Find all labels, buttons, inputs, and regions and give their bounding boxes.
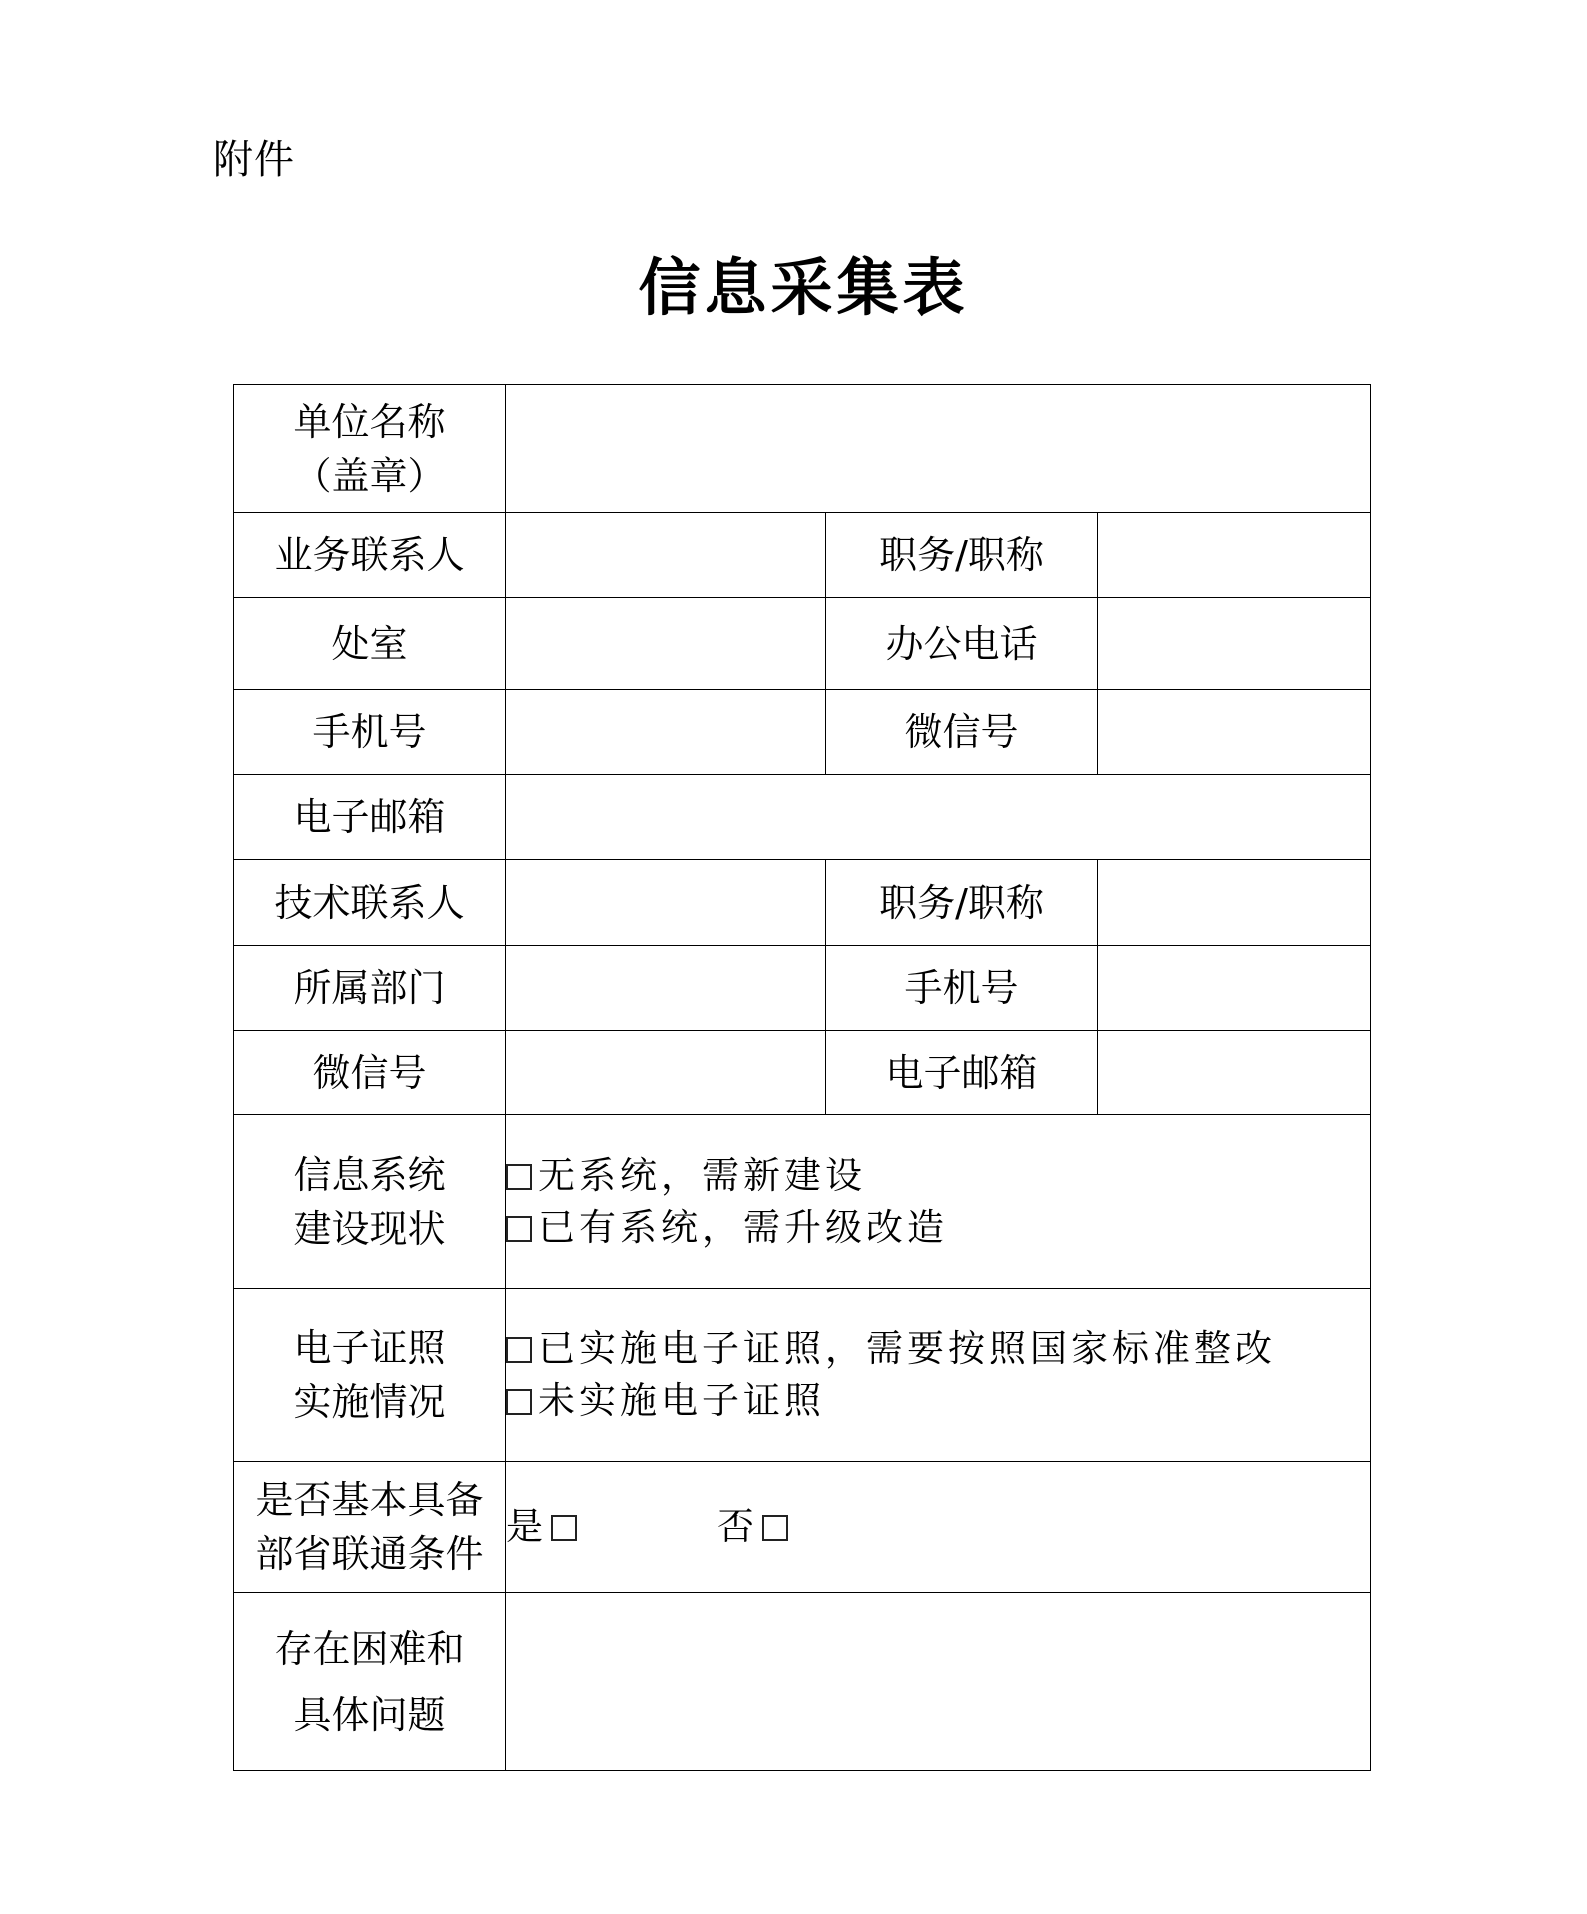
connectivity-options xyxy=(506,1462,1371,1593)
mobile-field[interactable] xyxy=(506,690,826,775)
checkbox[interactable] xyxy=(506,1337,532,1363)
tech-contact-field[interactable] xyxy=(506,860,826,946)
office-label: 处室 xyxy=(234,598,506,690)
checkbox[interactable] xyxy=(506,1216,532,1242)
row-ecert-status xyxy=(234,1289,1371,1462)
org-name-field[interactable] xyxy=(506,385,1371,513)
row-email xyxy=(234,775,1371,860)
checkbox[interactable] xyxy=(551,1515,577,1541)
difficulties-label: 存在困难和 具体问题 xyxy=(234,1593,506,1771)
tech-wechat-field[interactable] xyxy=(506,1031,826,1115)
tech-position-label: 职务/职称 xyxy=(826,860,1098,946)
attachment-label: 附件 xyxy=(213,137,295,183)
system-status-options xyxy=(506,1115,1371,1289)
ecert-status-label: 电子证照 实施情况 xyxy=(234,1289,506,1462)
tech-contact-label: 技术联系人 xyxy=(234,860,506,946)
ecert-option[interactable]: 已实施电子证照，需要按照国家标准整改 xyxy=(506,1323,1370,1375)
wechat-field[interactable] xyxy=(1098,690,1371,775)
business-contact-label: 业务联系人 xyxy=(234,513,506,598)
office-phone-label: 办公电话 xyxy=(826,598,1098,690)
department-field[interactable] xyxy=(506,946,826,1031)
row-difficulties xyxy=(234,1593,1371,1771)
row-tech-wechat xyxy=(234,1031,1371,1115)
connectivity-label: 是否基本具备 部省联通条件 xyxy=(234,1462,506,1593)
checkbox[interactable] xyxy=(762,1515,788,1541)
business-position-field[interactable] xyxy=(1098,513,1371,598)
business-contact-field[interactable] xyxy=(506,513,826,598)
department-label: 所属部门 xyxy=(234,946,506,1031)
business-position-label: 职务/职称 xyxy=(826,513,1098,598)
form-title: 信息采集表 xyxy=(638,251,969,324)
row-system-status xyxy=(234,1115,1371,1289)
tech-mobile-field[interactable] xyxy=(1098,946,1371,1031)
system-status-option[interactable]: 已有系统，需升级改造 xyxy=(506,1202,1370,1254)
mobile-label: 手机号 xyxy=(234,690,506,775)
tech-email-field[interactable] xyxy=(1098,1031,1371,1115)
tech-email-label: 电子邮箱 xyxy=(826,1031,1098,1115)
system-status-label: 信息系统 建设现状 xyxy=(234,1115,506,1289)
info-collection-table xyxy=(233,384,1371,1771)
email-field[interactable] xyxy=(506,775,1371,860)
tech-position-field[interactable] xyxy=(1098,860,1371,946)
checkbox[interactable] xyxy=(506,1389,532,1415)
tech-wechat-label: 微信号 xyxy=(234,1031,506,1115)
system-status-option[interactable]: 无系统，需新建设 xyxy=(506,1150,1370,1202)
ecert-option[interactable]: 未实施电子证照 xyxy=(506,1375,1370,1427)
office-phone-field[interactable] xyxy=(1098,598,1371,690)
wechat-label: 微信号 xyxy=(826,690,1098,775)
checkbox[interactable] xyxy=(506,1164,532,1190)
row-department xyxy=(234,946,1371,1031)
difficulties-field[interactable] xyxy=(506,1593,1371,1771)
row-mobile xyxy=(234,690,1371,775)
row-business-contact xyxy=(234,513,1371,598)
connectivity-yes-option[interactable]: 是 xyxy=(506,1501,577,1553)
ecert-status-options xyxy=(506,1289,1371,1462)
row-tech-contact xyxy=(234,860,1371,946)
connectivity-no-option[interactable]: 否 xyxy=(717,1501,788,1553)
row-connectivity xyxy=(234,1462,1371,1593)
tech-mobile-label: 手机号 xyxy=(826,946,1098,1031)
row-office xyxy=(234,598,1371,690)
org-name-label: 单位名称 （盖章） xyxy=(234,385,506,513)
office-field[interactable] xyxy=(506,598,826,690)
email-label: 电子邮箱 xyxy=(234,775,506,860)
row-org-name xyxy=(234,385,1371,513)
